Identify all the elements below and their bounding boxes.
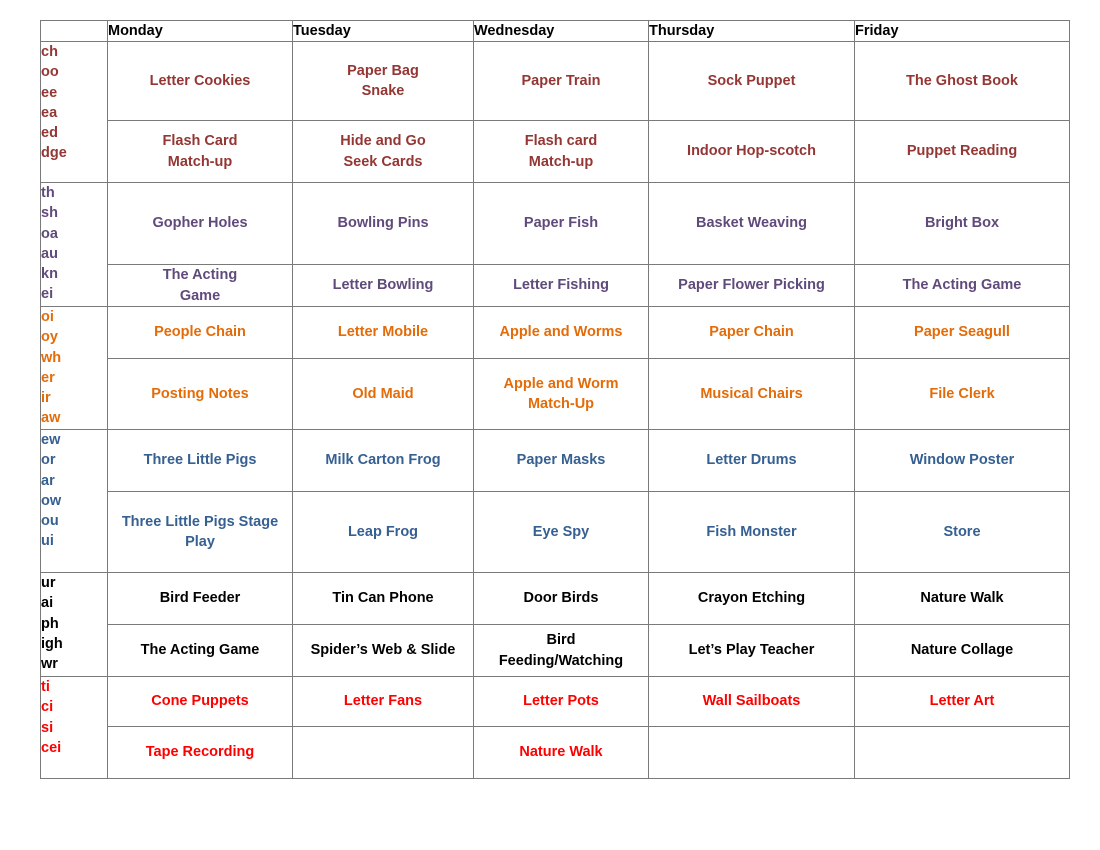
activity-row	[41, 265, 1070, 307]
activity-label: Letter Cookies	[149, 72, 251, 89]
activity-label: Store	[943, 523, 981, 540]
phonics-sounds-cell	[41, 42, 108, 183]
activity-cell-friday	[855, 430, 1070, 492]
phonics-sound: ow	[41, 492, 62, 509]
activity-cell-thursday	[649, 492, 855, 573]
activity-cell-monday	[108, 359, 293, 430]
activity-cell-thursday	[649, 625, 855, 677]
activity-cell-wednesday	[474, 307, 649, 359]
activity-label: The Acting Game	[162, 267, 238, 304]
activity-cell-monday	[108, 573, 293, 625]
activity-cell-tuesday	[293, 121, 474, 183]
activity-cell-monday	[108, 265, 293, 307]
phonics-sounds-cell	[41, 183, 108, 307]
phonics-sound: sh	[41, 205, 58, 222]
activity-label: Tin Can Phone	[332, 590, 434, 607]
activity-cell-tuesday	[293, 727, 474, 779]
activity-label: Paper Fish	[523, 215, 599, 232]
activity-cell-tuesday	[293, 677, 474, 727]
activity-label: The Acting Game	[902, 277, 1022, 294]
activity-cell-tuesday	[293, 625, 474, 677]
phonics-sound: ei	[41, 286, 54, 303]
activity-cell-monday	[108, 42, 293, 121]
activity-cell-friday	[855, 727, 1070, 779]
activity-label: Paper Chain	[709, 324, 794, 341]
phonics-sounds-cell	[41, 573, 108, 677]
activity-label: Window Poster	[909, 452, 1015, 469]
phonics-sounds-cell	[41, 430, 108, 573]
activity-label: Old Maid	[352, 385, 414, 402]
phonics-sound: au	[41, 245, 58, 262]
activity-label: Bird Feeding/Watching	[498, 632, 624, 669]
activity-cell-thursday	[649, 727, 855, 779]
phonics-sound: th	[41, 185, 55, 201]
activity-cell-wednesday	[474, 727, 649, 779]
activity-label: Bird Feeder	[159, 590, 241, 607]
phonics-sound: wr	[41, 656, 58, 673]
phonics-sound: si	[41, 719, 54, 736]
activity-cell-wednesday	[474, 42, 649, 121]
phonics-sound: dge	[41, 145, 67, 162]
activity-cell-thursday	[649, 183, 855, 265]
phonics-sound: ph	[41, 615, 59, 632]
activity-cell-monday	[108, 430, 293, 492]
activity-cell-wednesday	[474, 492, 649, 573]
activity-cell-wednesday	[474, 625, 649, 677]
activity-label: Letter Drums	[706, 452, 797, 469]
day-header: Friday	[855, 21, 1070, 42]
activity-cell-wednesday	[474, 359, 649, 430]
activity-cell-wednesday	[474, 183, 649, 265]
activity-label: Paper Masks	[516, 452, 606, 469]
activity-label: Paper Seagull	[914, 324, 1010, 341]
activity-label: Bright Box	[924, 215, 1000, 232]
phonics-sound: ch	[41, 44, 58, 60]
activity-cell-friday	[855, 183, 1070, 265]
activity-label: Apple and Worms	[499, 324, 623, 341]
activity-cell-tuesday	[293, 265, 474, 307]
activity-cell-wednesday	[474, 121, 649, 183]
weekly-activity-table	[40, 20, 1070, 779]
activity-label: Tape Recording	[145, 744, 255, 761]
activity-row	[41, 42, 1070, 121]
phonics-sound: ir	[41, 390, 51, 407]
activity-row	[41, 677, 1070, 727]
activity-cell-monday	[108, 121, 293, 183]
activity-label: Apple and Worm Match-Up	[503, 375, 619, 412]
header-row	[41, 21, 1070, 42]
phonics-sound: oa	[41, 225, 58, 242]
phonics-sound: igh	[41, 635, 63, 652]
phonics-sound: oo	[41, 64, 59, 81]
activity-cell-friday	[855, 625, 1070, 677]
activity-label: Basket Weaving	[696, 215, 807, 232]
activity-row	[41, 121, 1070, 183]
activity-cell-monday	[108, 677, 293, 727]
phonics-sound: kn	[41, 266, 58, 283]
phonics-sound: ti	[41, 679, 50, 695]
activity-cell-thursday	[649, 121, 855, 183]
activity-cell-wednesday	[474, 265, 649, 307]
activity-label: Indoor Hop-scotch	[687, 143, 816, 160]
activity-row	[41, 573, 1070, 625]
activity-label: Let’s Play Teacher	[688, 642, 815, 659]
phonics-sound: oy	[41, 329, 58, 346]
activity-cell-monday	[108, 727, 293, 779]
activity-cell-thursday	[649, 677, 855, 727]
activity-label: Bowling Pins	[337, 215, 429, 232]
activity-label: Three Little Pigs	[143, 452, 257, 469]
phonics-sounds-cell	[41, 677, 108, 779]
schedule-body	[41, 42, 1070, 779]
phonics-sound: er	[41, 369, 55, 386]
activity-label: Crayon Etching	[697, 590, 806, 607]
activity-label: Nature Walk	[519, 744, 603, 761]
activity-label: Paper Bag Snake	[347, 62, 419, 99]
activity-cell-monday	[108, 492, 293, 573]
activity-cell-monday	[108, 625, 293, 677]
activity-cell-monday	[108, 183, 293, 265]
activity-cell-friday	[855, 42, 1070, 121]
activity-cell-monday	[108, 307, 293, 359]
activity-label: Spider’s Web & Slide	[310, 642, 456, 659]
day-header: Monday	[108, 21, 293, 42]
activity-label: Letter Mobile	[337, 324, 429, 341]
activity-label: Cone Puppets	[151, 693, 249, 710]
activity-cell-thursday	[649, 265, 855, 307]
day-header: Wednesday	[474, 21, 649, 42]
phonics-sound: oi	[41, 309, 54, 325]
activity-label: Nature Walk	[920, 590, 1004, 607]
activity-label: Milk Carton Frog	[325, 452, 441, 469]
phonics-sound: ui	[41, 533, 54, 550]
activity-cell-tuesday	[293, 492, 474, 573]
phonics-sound: ar	[41, 472, 55, 489]
activity-cell-tuesday	[293, 430, 474, 492]
activity-label: Gopher Holes	[152, 215, 248, 232]
activity-label: Flash Card Match-up	[162, 133, 238, 170]
activity-row	[41, 492, 1070, 573]
activity-cell-friday	[855, 492, 1070, 573]
phonics-sound: cei	[41, 739, 62, 756]
phonics-sound: or	[41, 452, 56, 469]
activity-cell-thursday	[649, 359, 855, 430]
activity-cell-tuesday	[293, 42, 474, 121]
phonics-sound: ur	[41, 575, 56, 591]
activity-cell-friday	[855, 677, 1070, 727]
activity-cell-tuesday	[293, 359, 474, 430]
activity-cell-wednesday	[474, 430, 649, 492]
activity-label: File Clerk	[929, 385, 995, 402]
activity-label: Three Little Pigs Stage Play	[121, 513, 279, 550]
activity-label: The Ghost Book	[906, 72, 1018, 89]
activity-row	[41, 625, 1070, 677]
activity-label: Paper Flower Picking	[678, 277, 825, 294]
activity-cell-tuesday	[293, 573, 474, 625]
activity-cell-wednesday	[474, 573, 649, 625]
activity-label: Leap Frog	[347, 523, 419, 540]
header-corner	[41, 21, 108, 42]
activity-cell-thursday	[649, 430, 855, 492]
activity-label: The Acting Game	[140, 642, 260, 659]
activity-label: People Chain	[154, 324, 246, 341]
activity-label: Flash card Match-up	[524, 133, 598, 170]
activity-row	[41, 183, 1070, 265]
activity-label: Letter Pots	[523, 693, 599, 710]
activity-row	[41, 430, 1070, 492]
activity-cell-friday	[855, 573, 1070, 625]
phonics-sound: ea	[41, 104, 58, 121]
activity-label: Paper Train	[521, 72, 601, 89]
activity-label: Letter Fans	[343, 693, 423, 710]
activity-label: Posting Notes	[151, 385, 249, 402]
activity-cell-friday	[855, 307, 1070, 359]
phonics-sound: ee	[41, 84, 58, 101]
day-header: Thursday	[649, 21, 855, 42]
phonics-sounds-cell	[41, 307, 108, 430]
activity-cell-thursday	[649, 573, 855, 625]
activity-cell-friday	[855, 121, 1070, 183]
activity-label: Hide and Go Seek Cards	[340, 133, 426, 170]
activity-label: Puppet Reading	[906, 143, 1018, 160]
phonics-sound: ou	[41, 513, 59, 530]
activity-label: Letter Bowling	[332, 277, 434, 294]
activity-label: Sock Puppet	[707, 72, 796, 89]
activity-label: Fish Monster	[706, 523, 797, 540]
activity-label: Nature Collage	[910, 642, 1014, 659]
activity-row	[41, 727, 1070, 779]
phonics-sound: ew	[41, 432, 61, 448]
activity-cell-friday	[855, 265, 1070, 307]
activity-cell-thursday	[649, 307, 855, 359]
activity-row	[41, 307, 1070, 359]
activity-label: Door Birds	[523, 590, 599, 607]
activity-label: Letter Fishing	[513, 277, 609, 294]
activity-label: Musical Chairs	[700, 385, 803, 402]
activity-cell-thursday	[649, 42, 855, 121]
activity-label: Wall Sailboats	[702, 693, 801, 710]
phonics-sound: wh	[41, 349, 62, 366]
activity-label: Letter Art	[929, 693, 995, 710]
phonics-sound: aw	[41, 410, 61, 427]
activity-row	[41, 359, 1070, 430]
activity-cell-wednesday	[474, 677, 649, 727]
phonics-sound: ai	[41, 595, 54, 612]
activity-label: Eye Spy	[532, 523, 590, 540]
activity-cell-tuesday	[293, 183, 474, 265]
day-header: Tuesday	[293, 21, 474, 42]
activity-cell-tuesday	[293, 307, 474, 359]
phonics-sound: ed	[41, 125, 58, 142]
phonics-sound: ci	[41, 699, 54, 716]
activity-cell-friday	[855, 359, 1070, 430]
